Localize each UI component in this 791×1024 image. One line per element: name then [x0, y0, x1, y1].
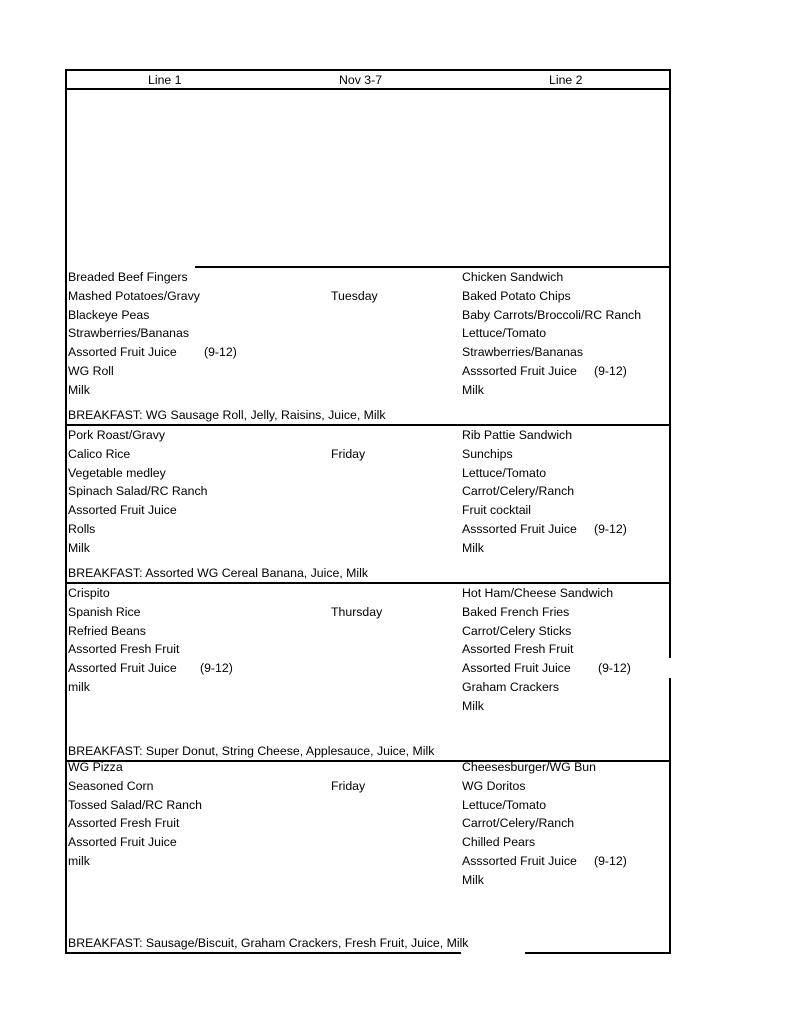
line1-item: Breaded Beef Fingers [68, 270, 188, 284]
line2-item: Chilled Pears [462, 835, 536, 850]
line1-item: Milk [68, 540, 90, 555]
line2-item: Milk [462, 540, 484, 555]
line1-item: Blackeye Peas [68, 307, 150, 322]
line1-item: Calico Rice [68, 446, 131, 461]
line2-item: Milk [462, 382, 484, 397]
line2-item: Baby Carrots/Broccoli/RC Ranch [462, 307, 642, 322]
line2-item: Milk [462, 872, 484, 887]
line1-item: WG Pizza [68, 760, 123, 774]
line1-grade-note: (9-12) [204, 345, 237, 360]
line2-item: Chicken Sandwich [462, 270, 564, 284]
table-right-border-lower [669, 678, 671, 954]
line2-item: Baked Potato Chips [462, 288, 571, 303]
line1-item: Seasoned Corn [68, 778, 154, 793]
line1-item: Tossed Salad/RC Ranch [68, 797, 202, 812]
line2-item: WG Doritos [462, 778, 526, 793]
line2-item: Assorted Fresh Fruit [462, 642, 574, 657]
section-divider [65, 582, 671, 584]
line1-item: Milk [68, 382, 90, 397]
line2-item: Lettuce/Tomato [462, 465, 547, 480]
breakfast-note: BREAKFAST: Assorted WG Cereal Banana, Juice, Milk [68, 566, 369, 580]
line2-item: Strawberries/Bananas [462, 345, 583, 360]
line2-grade-note: (9-12) [594, 522, 627, 536]
table-right-border [669, 69, 671, 658]
line1-item: Assorted Fruit Juice [68, 835, 177, 850]
line2-item: Asssorted Fruit Juice [462, 522, 577, 536]
day-label: Tuesday [331, 288, 378, 303]
line2-item: Lettuce/Tomato [462, 797, 547, 812]
line1-item: Strawberries/Bananas [68, 326, 189, 341]
line1-item: Assorted Fruit Juice [68, 661, 177, 676]
line1-item: milk [68, 680, 90, 694]
line2-item: Asssorted Fruit Juice [462, 364, 577, 378]
line2-item: Milk [462, 698, 484, 713]
line1-item: Mashed Potatoes/Gravy [68, 288, 200, 303]
line1-item: Spinach Salad/RC Ranch [68, 484, 208, 499]
line2-item: Rib Pattie Sandwich [462, 428, 573, 442]
line2-item: Lettuce/Tomato [462, 326, 547, 341]
line1-item: Assorted Fresh Fruit [68, 642, 180, 657]
line2-item: Assorted Fruit Juice [462, 661, 571, 676]
line1-item: WG Roll [68, 364, 114, 378]
day-label: Friday [331, 446, 366, 461]
line1-item: Spanish Rice [68, 604, 141, 619]
line2-item: Carrot/Celery/Ranch [462, 484, 575, 499]
table-bottom-border-right [525, 952, 671, 954]
header-line-1: Line 1 [148, 73, 182, 87]
line2-item: Asssorted Fruit Juice [462, 854, 577, 868]
line1-item: Pork Roast/Gravy [68, 428, 166, 442]
section-divider [195, 266, 671, 268]
section-divider [65, 424, 671, 426]
breakfast-note: BREAKFAST: Super Donut, String Cheese, Applesauce, Juice, Milk [68, 744, 435, 758]
line1-item: Refried Beans [68, 623, 146, 638]
line1-item: Assorted Fruit Juice [68, 345, 177, 360]
header-divider [65, 88, 671, 90]
line1-item: Vegetable medley [68, 465, 166, 480]
line2-item: Baked French Fries [462, 604, 570, 619]
line1-item: Crispito [68, 586, 110, 600]
header-date-range: Nov 3-7 [339, 73, 383, 87]
line2-grade-note: (9-12) [594, 364, 627, 378]
line1-item: Assorted Fruit Juice [68, 503, 177, 518]
line2-item: Graham Crackers [462, 680, 560, 694]
breakfast-note: BREAKFAST: Sausage/Biscuit, Graham Crackers, Fresh Fruit, Juice, Milk [68, 936, 469, 950]
line1-item: Assorted Fresh Fruit [68, 816, 180, 831]
line2-item: Carrot/Celery/Ranch [462, 816, 575, 831]
line2-item: Fruit cocktail [462, 503, 532, 518]
day-label: Thursday [331, 604, 383, 619]
line2-item: Hot Ham/Cheese Sandwich [462, 586, 614, 600]
line2-item: Carrot/Celery Sticks [462, 623, 572, 638]
header-line-2: Line 2 [549, 73, 583, 87]
day-label: Friday [331, 778, 366, 793]
table-bottom-border [65, 952, 461, 954]
line1-grade-note: (9-12) [200, 661, 233, 676]
breakfast-note: BREAKFAST: WG Sausage Roll, Jelly, Raisins, Juice, Milk [68, 408, 386, 422]
line2-item: Sunchips [462, 446, 513, 461]
line2-grade-note: (9-12) [594, 854, 627, 868]
line1-item: milk [68, 854, 90, 868]
line2-grade-note: (9-12) [598, 661, 631, 676]
line1-item: Rolls [68, 522, 96, 536]
line2-item: Cheesesburger/WG Bun [462, 760, 596, 774]
